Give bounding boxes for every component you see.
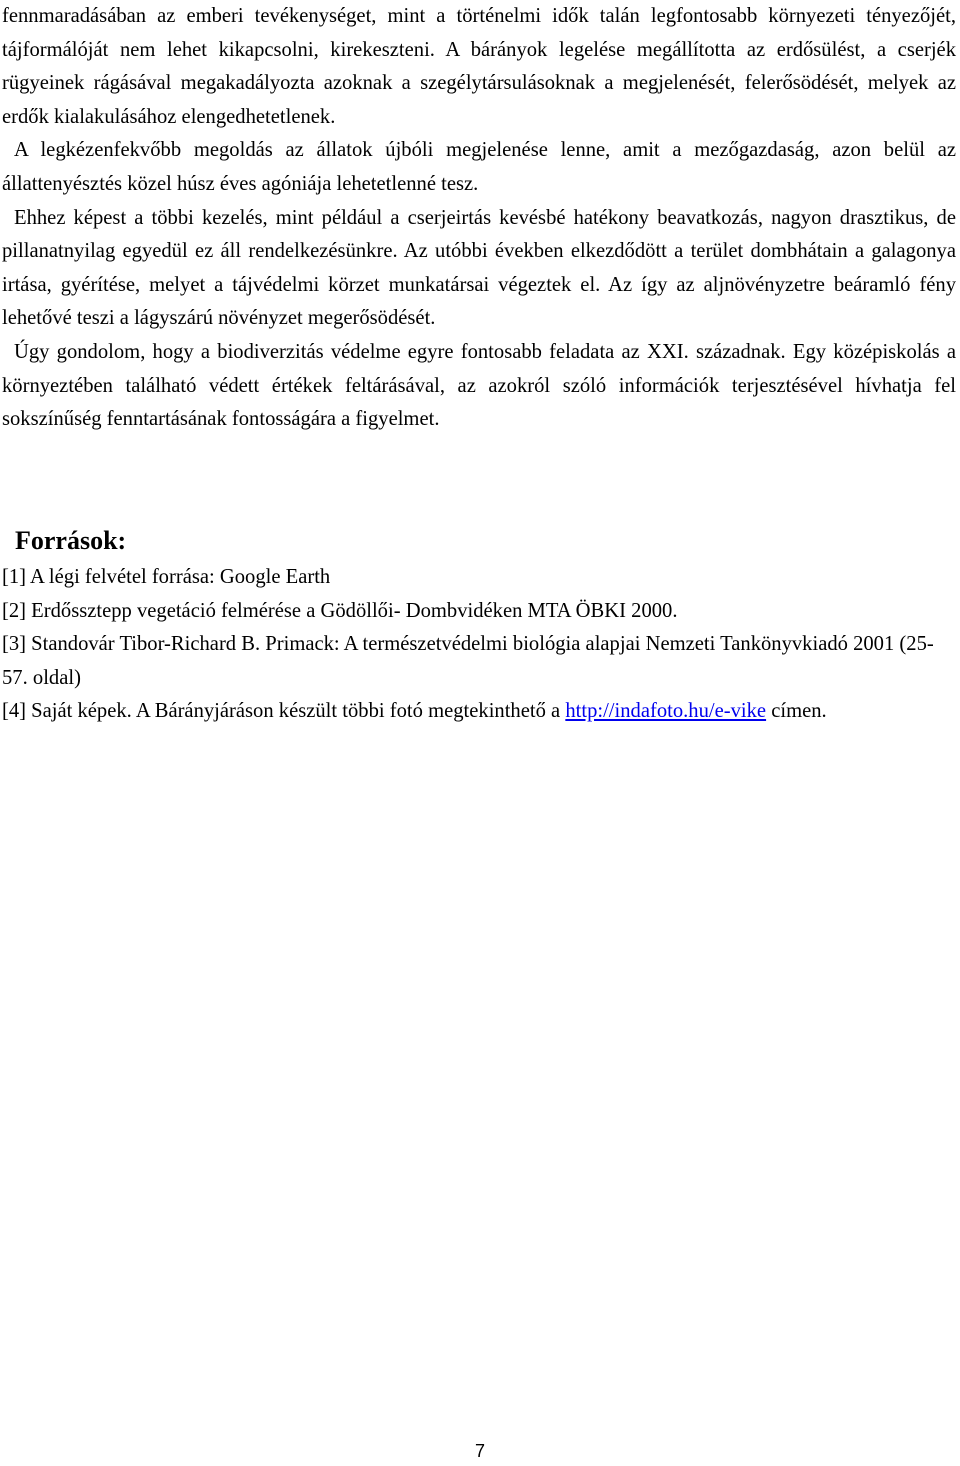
sources-heading: Források:: [15, 526, 127, 555]
source-item-2: [2] Erdőssztepp vegetáció felmérése a Gödöllői- Dombvidéken MTA ÖBKI 2000.: [2, 599, 678, 622]
page-number: 7: [474, 1441, 485, 1461]
paragraph-solution: A legkézenfekvőbb megoldás az állatok újbóli megjelenése lenne, amit a mezőgazdaság, azon belül az állattenyésztés közel húsz éves agóniája lehetetlenné tesz.: [2, 139, 956, 195]
source-item-4-suffix: címen.: [766, 700, 827, 723]
paragraph-conclusion: Úgy gondolom, hogy a biodiverzitás védelme egyre fontosabb feladata az XXI. századnak. Egy középiskolás a környeztében található védett értékek feltárásával, az azokról szóló információk terjesztésével hívhatja fel sokszínűség fenntartásának fontosságára a figyelmet.: [2, 340, 956, 431]
indafoto-link[interactable]: http://indafoto.hu/e-vike: [565, 700, 767, 723]
source-item-4: [2, 695, 956, 729]
sources-list: [2, 561, 956, 729]
source-item-1: [1] A légi felvétel forrása: Google Earth: [2, 566, 331, 588]
paragraph-treatment: Ehhez képest a többi kezelés, mint például a cserjeirtás kevésbé hatékony beavatkozás, nagyon drasztikus, de pillanatnyilag egyedül ez áll rendelkezésünkre. Az utóbbi években elkezdődött a terület dombhátain a galagonya irtása, gyérítése, melyet a tájvédelmi körzet munkatársai végeztek el. Az így az aljnövényzetre beáramló fény lehetővé teszi a lágyszárú növényzet megerősödését.: [2, 206, 956, 330]
paragraph-continuation: fennmaradásában az emberi tevékenységet, mint a történelmi idők talán legfontosabb környezeti tényezőjét, tájformálóját nem lehet kikapcsolni, kirekeszteni. A bárányok legelése megállította az erdősülést, a cserjék rügyeinek rágásával megakadályozta azoknak a szegélytársulásoknak a megjelenését, felerősödését, melyek az erdők kialakulásához elengedhetetlenek.: [2, 5, 956, 128]
source-item-4-text: [4] Saját képek. A Bárányjáráson készült többi fotó megtekinthető a: [2, 700, 566, 723]
source-item-3: [3] Standovár Tibor-Richard B. Primack: A természetvédelmi biológia alapjai Nemzeti Tankönyvkiadó 2001 (25-57. oldal): [2, 633, 934, 689]
body-text: [2, 0, 956, 437]
